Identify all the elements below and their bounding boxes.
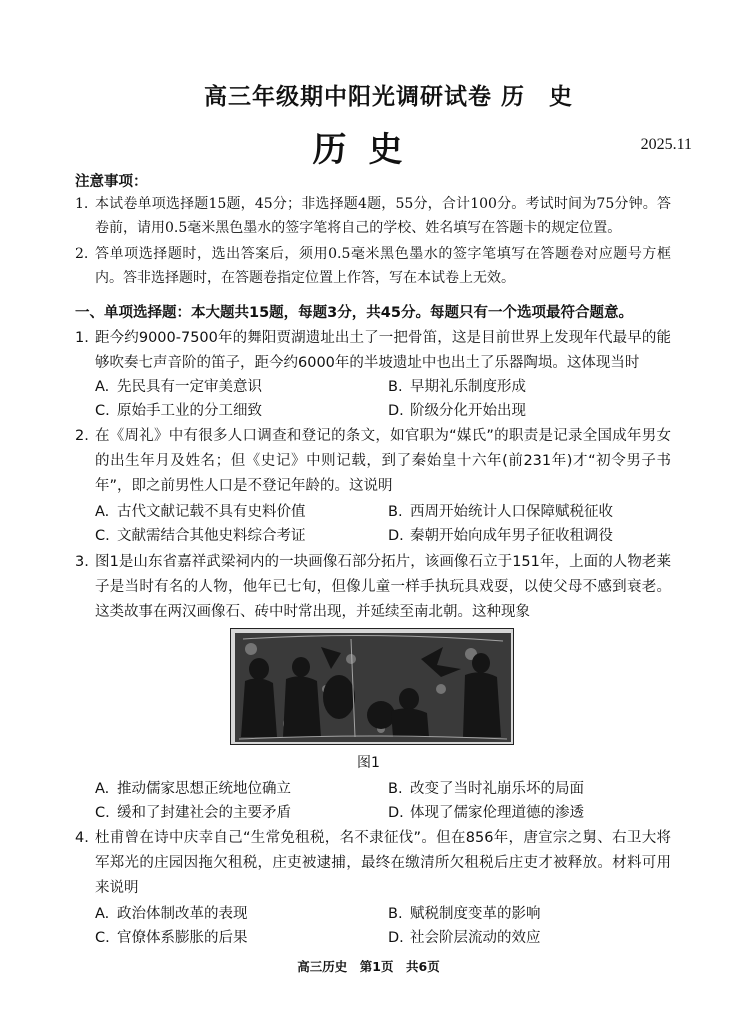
section-heading: 一、单项选择题：本大题共15题，每题3分，共45分。每题只有一个选项最符合题意。 — [75, 305, 633, 321]
option-4a — [95, 902, 248, 926]
option-2c — [95, 524, 306, 548]
question-stem: 图1是山东省嘉祥武梁祠内的一块画像石部分拓片，该画像石立于151年，上面的人物老莱子是当时有名的人物，他年已七旬，但像儿童一样手执玩具戏耍，以使父母不感到衰老。这类故事在两汉画像石、砖中时常出现，并延续至南北朝。这种现象 — [95, 554, 671, 620]
question-number: 1. — [75, 330, 89, 346]
option-text: 官僚体系膨胀的后果 — [117, 930, 248, 946]
option-text: 政治体制改革的表现 — [117, 906, 248, 922]
exam-date: 2025.11 — [640, 136, 692, 153]
question-number: 2. — [75, 428, 89, 444]
note-text: 本试卷单项选择题15题，45分；非选择题4题，55分，合计100分。考试时间为75分钟。答卷前，请用0.5毫米黑色墨水的签字笔将自己的学校、姓名填写在答题卡的规定位置。 — [95, 196, 671, 236]
page-footer: 高三历史 第1页 共6页 — [297, 959, 440, 974]
question-4 — [75, 826, 671, 901]
option-letter: B. — [388, 504, 403, 520]
option-letter: A. — [95, 379, 110, 395]
option-2d — [388, 524, 613, 548]
option-2b — [388, 500, 613, 524]
note-number: 2. — [75, 246, 89, 262]
note-text: 答单项选择题时，选出答案后，须用0.5毫米黑色墨水的签字笔填写在答题卷对应题号方框内。答非选择题时，在答题卷指定位置上作答，写在本试卷上无效。 — [95, 246, 671, 286]
option-3c — [95, 801, 291, 825]
option-text: 西周开始统计人口保障赋税征收 — [410, 504, 613, 520]
option-1a — [95, 375, 262, 399]
rubbing-illustration — [231, 629, 514, 745]
notes-heading: 注意事项： — [75, 174, 148, 190]
option-3a — [95, 777, 291, 801]
exam-header-title: 高三年级期中阳光调研试卷 历 史 — [203, 84, 573, 110]
option-letter: B. — [388, 379, 403, 395]
option-letter: C. — [95, 403, 110, 419]
option-text: 体现了儒家伦理道德的渗透 — [410, 805, 584, 821]
option-4d — [388, 926, 541, 950]
option-4b — [388, 902, 541, 926]
note-number: 1. — [75, 196, 89, 212]
option-text: 先民具有一定审美意识 — [117, 379, 262, 395]
question-1 — [75, 326, 671, 376]
option-1d — [388, 399, 526, 423]
option-text: 缓和了封建社会的主要矛盾 — [117, 805, 291, 821]
option-letter: B. — [388, 781, 403, 797]
option-text: 文献需结合其他史料综合考证 — [117, 528, 306, 544]
question-number: 4. — [75, 830, 89, 846]
option-letter: D. — [388, 528, 404, 544]
option-letter: C. — [95, 930, 110, 946]
question-stem: 在《周礼》中有很多人口调查和登记的条文，如官职为“媒氏”的职责是记录全国成年男女的出生年月及姓名；但《史记》中则记载，到了秦始皇十六年(前231年)才“初令男子书年”，即之前男性人口是不登记年龄的。这说明 — [95, 428, 671, 494]
question-stem: 杜甫曾在诗中庆幸自己“生常免租税，名不隶征伐”。但在856年，唐宣宗之舅、右卫大将军郑光的庄园因拖欠租税，庄吏被逮捕，最终在缴清所欠租税后庄吏才被释放。材料可用来说明 — [95, 830, 671, 896]
option-text: 阶级分化开始出现 — [410, 403, 526, 419]
option-text: 推动儒家思想正统地位确立 — [117, 781, 291, 797]
option-letter: D. — [388, 930, 404, 946]
option-letter: D. — [388, 805, 404, 821]
question-3 — [75, 550, 671, 625]
option-1b — [388, 375, 526, 399]
note-item-2 — [75, 242, 671, 290]
option-text: 古代文献记载不具有史料价值 — [117, 504, 306, 520]
option-3b — [388, 777, 584, 801]
option-4c — [95, 926, 248, 950]
note-item-1 — [75, 192, 671, 240]
figure-caption: 图1 — [357, 755, 380, 771]
option-3d — [388, 801, 584, 825]
option-letter: A. — [95, 504, 110, 520]
option-letter: C. — [95, 528, 110, 544]
option-text: 赋税制度变革的影响 — [410, 906, 541, 922]
option-text: 秦朝开始向成年男子征收租调役 — [410, 528, 613, 544]
option-1c — [95, 399, 262, 423]
question-stem: 距今约9000-7500年的舞阳贾湖遗址出土了一把骨笛，这是目前世界上发现年代最早的能够吹奏七声音阶的笛子，距今约6000年的半坡遗址中也出土了乐器陶埙。这体现当时 — [95, 330, 671, 371]
option-letter: B. — [388, 906, 403, 922]
option-letter: A. — [95, 781, 110, 797]
option-text: 社会阶层流动的效应 — [410, 930, 541, 946]
subject-title: 历史 — [312, 130, 425, 170]
question-2 — [75, 424, 671, 499]
stone-relief-rubbing-image — [230, 628, 514, 745]
option-letter: A. — [95, 906, 110, 922]
option-2a — [95, 500, 306, 524]
option-text: 早期礼乐制度形成 — [410, 379, 526, 395]
question-number: 3. — [75, 554, 89, 570]
option-letter: D. — [388, 403, 404, 419]
option-letter: C. — [95, 805, 110, 821]
option-text: 改变了当时礼崩乐坏的局面 — [410, 781, 584, 797]
option-text: 原始手工业的分工细致 — [117, 403, 262, 419]
